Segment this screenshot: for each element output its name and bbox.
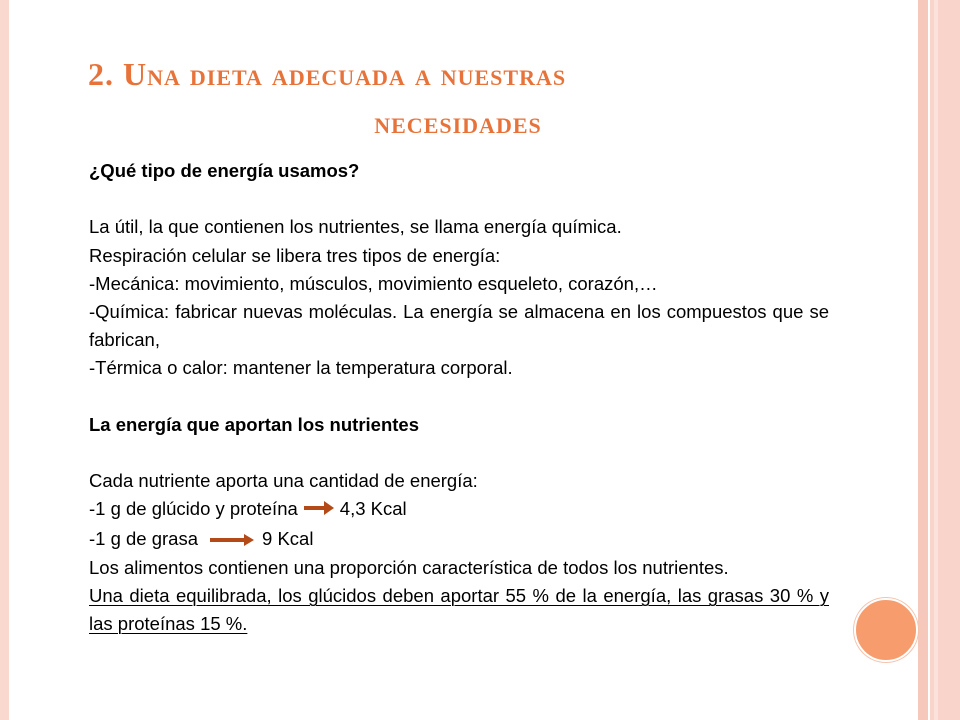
section-heading-energy-type: ¿Qué tipo de energía usamos? [89,160,360,181]
spacer [89,439,829,467]
energy-item-value: 4,3 Kcal [339,498,407,520]
slide-body [89,157,829,638]
body-line: Respiración celular se libera tres tipos de energía: [89,244,501,266]
slide-title [88,50,828,146]
energy-item-label: -1 g de glúcido y proteína [89,498,298,520]
conclusion-text: Una dieta equilibrada, los glúcidos deben aportar 55 % de la energía, las grasas 30 % y las proteínas 15 %. [89,585,829,635]
body-line: La útil, la que contienen los nutrientes, se llama energía química. [89,216,622,238]
title-line-2: necesidades [374,104,542,140]
left-border [0,0,9,720]
body-line: Los alimentos contienen una proporción característica de todos los nutrientes. [89,556,729,578]
right-arrow-icon [304,496,334,524]
title-line-1: 2. Una dieta adecuada a nuestras [88,56,567,92]
body-line: -Térmica o calor: mantener la temperatura corporal. [89,357,513,379]
right-border-band [930,0,960,720]
body-line: -Química: fabricar nuevas moléculas. La energía se almacena en los compuestos que se fabrican, [89,301,829,351]
body-line: -Mecánica: movimiento, músculos, movimiento esqueleto, corazón,… [89,272,658,294]
energy-item-value: 9 Kcal [262,527,314,549]
right-border-stripe [918,0,928,720]
decorative-orb [854,598,918,662]
energy-item-label: -1 g de grasa [89,527,199,549]
body-line: Cada nutriente aporta una cantidad de energía: [89,470,478,492]
energy-item-fat [89,525,829,554]
section-heading-nutrient-energy: La energía que aportan los nutrientes [89,413,419,435]
energy-item-carb-protein [89,495,829,524]
spacer [89,383,829,411]
right-arrow-icon [210,526,254,554]
spacer [89,185,829,213]
